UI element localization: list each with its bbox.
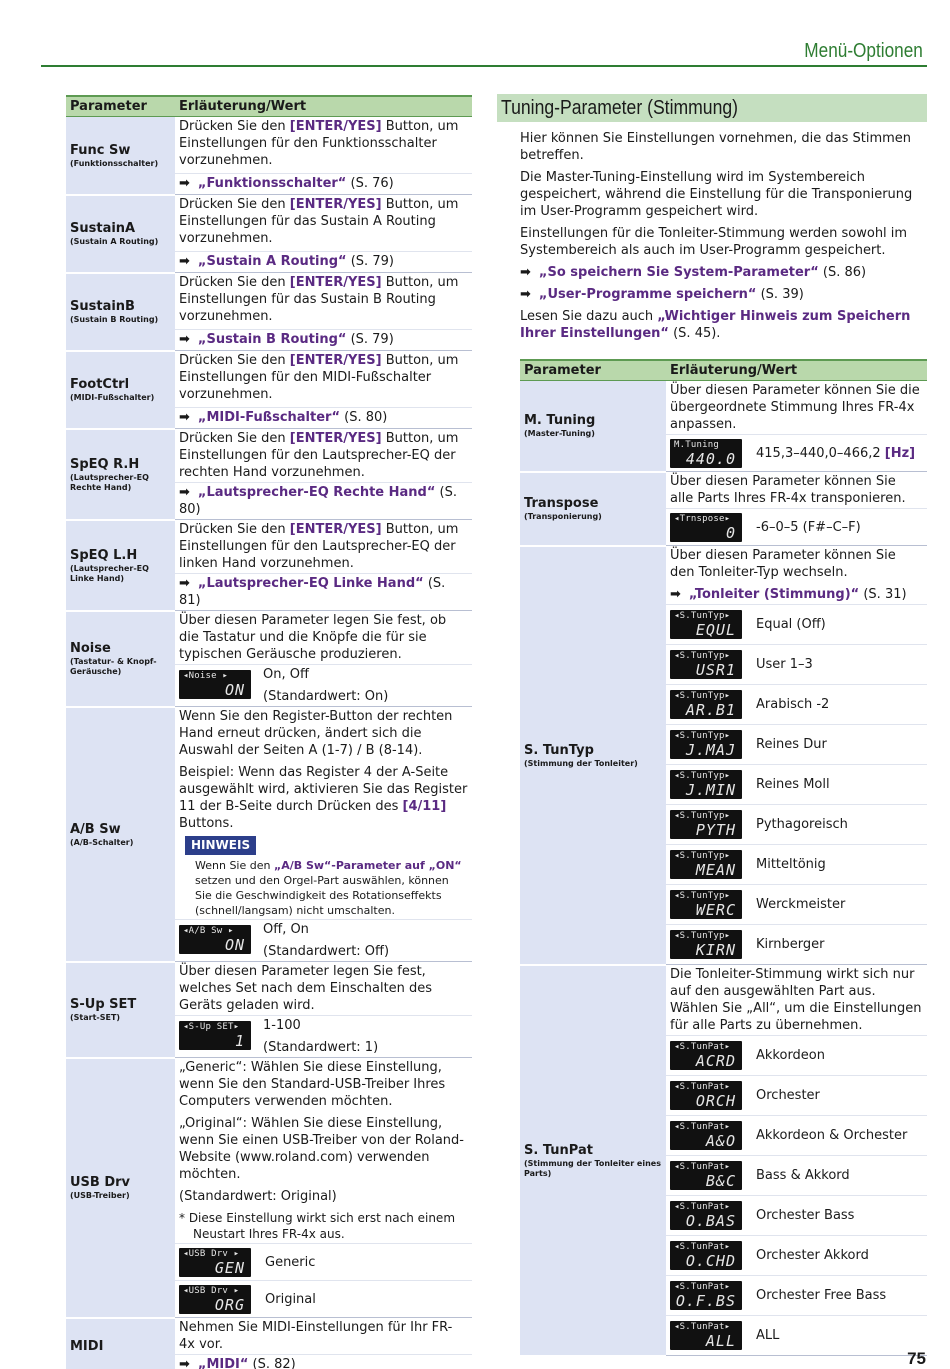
page-ref: (S. 79) (346, 253, 394, 269)
desc-text: Drücken Sie den (179, 522, 290, 537)
footnote: * Diese Einstellung wirkt sich erst nach einem Neustart Ihres FR-4x aus. (179, 1211, 456, 1241)
desc-ref (670, 586, 923, 603)
param-name: S. TunPat (524, 1142, 593, 1158)
intro-ref (520, 264, 930, 281)
param-subtitle: (A/B-Schalter) (70, 837, 134, 847)
option-cell (666, 645, 927, 685)
button-keyword: [ENTER/YES] (289, 431, 382, 446)
param-cell (66, 1058, 175, 1318)
lcd-title: ◂S.TunTyp▸ (674, 651, 731, 661)
lcd-value: USR1 (695, 661, 736, 679)
option-label: Orchester (756, 1088, 820, 1103)
lcd-value: KIRN (695, 941, 736, 959)
page-ref: (S. 82) (248, 1357, 296, 1369)
intro-paragraph: Einstellungen für die Tonleiter-Stimmung werden sowohl im Systembereich als auch im User-Programm gespeichert. (520, 226, 908, 258)
lcd-title: ◂S.TunPat▸ (674, 1122, 731, 1132)
desc-text: Button, um Einstellungen für den Lautsprecher-EQ der linken Hand vorzunehmen. (179, 522, 459, 571)
lcd-value: ACRD (695, 1052, 736, 1070)
desc-text: Drücken Sie den (179, 197, 290, 212)
table-header (520, 360, 927, 381)
arrow-icon: ➡ (179, 331, 190, 347)
ref-cell (175, 251, 472, 272)
option-cell (666, 1196, 927, 1236)
lcd-display (670, 1081, 742, 1110)
lcd-display (670, 930, 742, 959)
param-name: S. TunTyp (524, 742, 594, 758)
lcd-title: ◂S.TunPat▸ (674, 1322, 731, 1332)
lcd-display (670, 810, 742, 839)
lcd-title: ◂S.TunPat▸ (674, 1042, 731, 1052)
option-label: Orchester Bass (756, 1208, 855, 1223)
lcd-title: ◂S.TunTyp▸ (674, 931, 731, 941)
lcd-title: ◂S.TunTyp▸ (674, 731, 731, 741)
lcd-value: 0 (725, 523, 736, 542)
option-cell (666, 1116, 927, 1156)
table-row (66, 520, 472, 574)
page-ref-link[interactable]: „Wichtiger Hinweis zum Speichern Ihrer Einstellungen“ (520, 309, 911, 341)
page-ref-link[interactable]: „User-Programme speichern“ (538, 287, 757, 302)
option-cell (666, 1076, 927, 1116)
table-row (66, 611, 472, 665)
note-keyword: „A/B Sw“-Parameter auf „ON“ (273, 859, 462, 872)
option-label: Akkordeon & Orchester (756, 1128, 908, 1143)
param-name: Noise (70, 641, 111, 656)
option-cell (666, 885, 927, 925)
param-cell (66, 429, 175, 520)
option-cell (666, 765, 927, 805)
col-desc-header: Erläuterung/Wert (666, 360, 927, 381)
ref-cell (175, 574, 472, 611)
page-ref-link[interactable]: „Lautsprecher-EQ Rechte Hand“ (197, 485, 436, 500)
param-cell (520, 965, 666, 1356)
option-label: Orchester Akkord (756, 1248, 869, 1263)
lcd-display (670, 1121, 742, 1150)
desc-text: Drücken Sie den (179, 275, 290, 290)
arrow-icon: ➡ (179, 576, 190, 591)
lcd-value: O.F.BS (675, 1292, 736, 1310)
lcd-display (670, 1041, 742, 1070)
ref-cell (175, 483, 472, 520)
param-subtitle: (Transponierung) (524, 512, 602, 521)
lcd-value: GEN (214, 1258, 245, 1277)
lcd-title: ◂Trnspose▸ (674, 513, 731, 524)
desc-text: Drücken Sie den (179, 119, 290, 134)
button-keyword: [ENTER/YES] (289, 522, 382, 537)
desc-cell (175, 520, 472, 574)
lcd-display (670, 770, 742, 799)
option-cell (666, 1036, 927, 1076)
lcd-display (670, 730, 742, 759)
value-range: On, Off (263, 667, 309, 682)
option-label: Reines Moll (756, 777, 830, 792)
lcd-title: ◂A/B Sw ▸ (183, 926, 234, 936)
lcd-value: O.BAS (685, 1212, 736, 1230)
lcd-display (670, 439, 742, 468)
page-ref-link[interactable]: „MIDI-Fußschalter“ (197, 409, 340, 425)
section-title: Tuning-Parameter (Stimmung) (501, 97, 739, 119)
desc-text: Button, um Einstellungen für den Funktionsschalter vorzunehmen. (179, 119, 459, 168)
lcd-title: ◂S-Up SET▸ (183, 1022, 240, 1032)
tuning-parameter-table (520, 359, 927, 1357)
desc-text: Buttons. (179, 816, 234, 831)
param-subtitle: (Lautsprecher-EQ Rechte Hand) (70, 472, 149, 492)
lcd-title: ◂Noise ▸ (183, 671, 228, 681)
option-label: Reines Dur (756, 737, 827, 752)
desc-text: Button, um Einstellungen für das Sustain B Routing vorzunehmen. (179, 275, 459, 324)
value-cell (666, 509, 927, 546)
param-subtitle: (Master-Tuning) (524, 429, 595, 439)
value-cell (175, 920, 472, 962)
lcd-display (179, 1021, 251, 1050)
param-name: S-Up SET (70, 997, 137, 1012)
option-cell (666, 1156, 927, 1196)
option-cell (666, 1276, 927, 1316)
lcd-value: J.MAJ (685, 741, 736, 759)
table-row (520, 546, 927, 605)
table-row (66, 273, 472, 330)
desc-text: Beispiel: Wenn das Register 4 der A-Seite ausgewählt wird, aktivieren Sie das Register 11 der B-Seite durch Drücken des (179, 765, 468, 814)
param-cell (66, 1318, 175, 1369)
table-row (66, 707, 472, 920)
lcd-title: ◂S.TunPat▸ (674, 1202, 731, 1212)
value-range: -6–0–5 (F#–C–F) (756, 519, 861, 535)
button-keyword: [ENTER/YES] (289, 275, 382, 290)
option-label: Werckmeister (756, 897, 846, 912)
option-label: Akkordeon (756, 1048, 825, 1063)
ref-cell (175, 1355, 472, 1369)
param-name: Func Sw (70, 142, 131, 158)
param-name: USB Drv (70, 1175, 131, 1190)
lcd-value: A&O (705, 1132, 736, 1150)
param-cell (66, 962, 175, 1058)
table-row (66, 1058, 472, 1244)
lcd-value: PYTH (695, 821, 736, 839)
arrow-icon: ➡ (179, 253, 190, 269)
param-name: FootCtrl (70, 377, 130, 392)
desc-cell (175, 273, 472, 330)
option-label: Orchester Free Bass (756, 1288, 887, 1303)
table-row (520, 965, 927, 1036)
default-value: (Standardwert: Original) (179, 1189, 337, 1204)
param-name: SpEQ L.H (70, 547, 138, 563)
button-keyword: [ENTER/YES] (289, 197, 382, 212)
value-text: 415,3–440,0–466,2 (756, 445, 885, 461)
button-keyword: [ENTER/YES] (289, 119, 382, 134)
note-badge: HINWEIS (185, 836, 256, 855)
ref-cell (175, 329, 472, 350)
page-ref: (S. 79) (346, 331, 394, 347)
option-cell (666, 605, 927, 645)
param-subtitle: (Sustain B Routing) (70, 315, 159, 324)
page-ref: (S. 39) (756, 287, 804, 302)
desc-example (179, 764, 468, 832)
page-ref-link[interactable]: „Lautsprecher-EQ Linke Hand“ (197, 576, 424, 591)
lcd-value: EQUL (695, 621, 736, 639)
lcd-value: J.MIN (685, 781, 736, 799)
arrow-icon: ➡ (520, 265, 531, 280)
desc-cell (666, 546, 927, 605)
arrow-icon: ➡ (179, 409, 190, 425)
param-name: M. Tuning (524, 413, 596, 429)
intro-paragraph: Hier können Sie Einstellungen vornehmen, die das Stimmen betreffen. (520, 131, 912, 163)
param-cell (520, 381, 666, 472)
param-cell (66, 273, 175, 351)
desc-text: Drücken Sie den (179, 353, 290, 368)
lcd-title: ◂S.TunPat▸ (674, 1162, 731, 1172)
desc-text: Button, um Einstellungen für das Sustain A Routing vorzunehmen. (179, 197, 459, 246)
desc-cell (175, 707, 472, 920)
option-label: Arabisch -2 (756, 697, 830, 712)
desc-cell: Über diesen Parameter können Sie alle Parts Ihres FR-4x transponieren. (666, 472, 927, 509)
page-ref: (S. 86) (818, 265, 867, 280)
lcd-value: MEAN (695, 861, 736, 879)
desc-cell: Über diesen Parameter können Sie die übergeordnete Stimmung Ihres FR-4x anpassen. (666, 381, 927, 435)
intro-paragraph (520, 308, 930, 342)
param-subtitle: (MIDI-Fußschalter) (70, 393, 155, 402)
intro-part: Lesen Sie dazu auch (520, 309, 658, 324)
option-cell (666, 845, 927, 885)
lcd-title: ◂S.TunPat▸ (674, 1082, 731, 1092)
table-row (66, 351, 472, 408)
lcd-display (670, 1281, 742, 1310)
option-label: Kirnberger (756, 937, 825, 952)
lcd-display (179, 670, 251, 699)
option-label: Mitteltönig (756, 857, 826, 872)
lcd-title: ◂S.TunTyp▸ (674, 891, 731, 901)
lcd-value: ORG (214, 1295, 245, 1314)
value-cell (175, 1016, 472, 1058)
arrow-icon: ➡ (520, 287, 531, 302)
option-cell (666, 725, 927, 765)
lcd-value: ON (224, 681, 245, 699)
table-row (520, 472, 927, 509)
desc-cell: Über diesen Parameter legen Sie fest, welches Set nach dem Einschalten des Geräts geladen wird. (175, 962, 472, 1016)
option-cell (666, 925, 927, 965)
desc-cell (175, 429, 472, 483)
param-cell (66, 195, 175, 273)
param-name: SustainB (70, 299, 135, 314)
default-value: (Standardwert: On) (263, 689, 389, 704)
lcd-display (670, 1321, 742, 1350)
lcd-display (670, 1161, 742, 1190)
left-parameter-table (66, 95, 472, 1369)
lcd-value: ALL (705, 1332, 736, 1350)
param-cell (66, 351, 175, 429)
col-param-header: Parameter (520, 360, 666, 381)
param-name: Transpose (524, 496, 599, 511)
arrow-icon: ➡ (179, 1357, 190, 1369)
table-row (66, 1318, 472, 1355)
section-title-bar (497, 94, 927, 122)
page-ref-link[interactable]: „Sustain A Routing“ (197, 253, 347, 269)
desc-cell (175, 351, 472, 408)
page-number: 75 (907, 1349, 926, 1368)
lcd-display (670, 890, 742, 919)
param-name: SustainA (70, 221, 136, 236)
param-subtitle: (Stimmung der Tonleiter) (524, 758, 638, 768)
param-subtitle: (Lautsprecher-EQ Linke Hand) (70, 563, 149, 583)
lcd-title: ◂S.TunTyp▸ (674, 771, 731, 781)
page-ref-link[interactable]: „So speichern Sie System-Parameter“ (538, 265, 819, 280)
intro-paragraph: Die Master-Tuning-Einstellung wird im Systembereich gespeichert, während die Einstellung für die Transponierung im User-Programm gespeichert wird. (520, 170, 913, 219)
desc-text: „Original“: Wählen Sie diese Einstellung, wenn Sie einen USB-Treiber von der Roland-Website (www.roland.com) verwenden möchten. (179, 1116, 464, 1182)
lcd-title: ◂S.TunPat▸ (674, 1282, 731, 1292)
page-ref-link[interactable]: „MIDI“ (197, 1357, 249, 1369)
param-cell (66, 707, 175, 962)
param-name: SpEQ R.H (70, 456, 140, 472)
param-subtitle: (USB-Treiber) (70, 1191, 130, 1200)
intro-text (520, 130, 930, 347)
page-ref: (S. 80) (179, 485, 457, 517)
value-cell (175, 665, 472, 707)
desc-text: „Generic“: Wählen Sie diese Einstellung, wenn Sie den Standard-USB-Treiber Ihres Computers verwenden möchten. (179, 1060, 446, 1109)
option-label: Bass & Akkord (756, 1168, 850, 1183)
param-name: MIDI (70, 1338, 104, 1354)
option-cell (175, 1281, 472, 1318)
lcd-value: 1 (234, 1032, 245, 1050)
option-cell (666, 1236, 927, 1276)
desc-cell: Nehmen Sie MIDI-Einstellungen für Ihr FR-4x vor. (175, 1318, 472, 1355)
lcd-value: 440.0 (685, 449, 736, 468)
lcd-title: ◂S.TunTyp▸ (674, 691, 731, 701)
param-subtitle: (Start-SET) (70, 1013, 121, 1022)
option-label: Pythagoreisch (756, 817, 848, 832)
col-desc-header: Erläuterung/Wert (175, 96, 472, 117)
param-subtitle: (Funktionsschalter) (70, 158, 159, 168)
option-cell (666, 1316, 927, 1356)
option-label: User 1–3 (756, 657, 813, 672)
value-range: 1-100 (263, 1018, 301, 1033)
lcd-title: ◂S.TunPat▸ (674, 1242, 731, 1252)
table-row (520, 381, 927, 435)
lcd-title: ◂USB Drv ▸ (183, 1285, 240, 1296)
desc-text: Über diesen Parameter können Sie den Tonleiter-Typ wechseln. (670, 548, 896, 580)
arrow-icon: ➡ (670, 587, 681, 602)
button-keyword: [ENTER/YES] (289, 353, 382, 368)
param-subtitle: (Tastatur- & Knopf-Geräusche) (70, 657, 157, 676)
value-range: Off, On (263, 922, 309, 937)
desc-cell (175, 117, 472, 174)
ref-cell (175, 407, 472, 428)
lcd-display (179, 1285, 251, 1314)
lcd-display (670, 650, 742, 679)
desc-cell: Über diesen Parameter legen Sie fest, ob die Tastatur und die Knöpfe die für sie typischen Geräusche produzieren. (175, 611, 472, 665)
lcd-value: WERC (695, 901, 736, 919)
desc-cell (175, 195, 472, 252)
button-keyword: [4/11] (402, 799, 447, 814)
lcd-display (670, 850, 742, 879)
page-ref-link[interactable]: „Funktionsschalter“ (197, 175, 347, 191)
option-cell (666, 685, 927, 725)
intro-part: (S. 45). (668, 326, 721, 341)
option-label: Original (265, 1291, 316, 1307)
desc-text: Button, um Einstellungen für den Lautsprecher-EQ der rechten Hand vorzunehmen. (179, 431, 459, 480)
option-label: ALL (756, 1328, 780, 1343)
page-ref: (S. 80) (340, 409, 388, 425)
param-cell (66, 117, 175, 195)
lcd-display (670, 1241, 742, 1270)
table-row (66, 429, 472, 483)
param-cell (520, 546, 666, 965)
note-text (179, 858, 468, 918)
desc-text: Button, um Einstellungen für den MIDI-Fußschalter vorzunehmen. (179, 353, 459, 402)
option-label: Generic (265, 1254, 316, 1270)
lcd-title: ◂S.TunTyp▸ (674, 611, 731, 621)
lcd-value: ORCH (695, 1092, 736, 1110)
param-name: A/B Sw (70, 821, 121, 837)
param-subtitle: (Sustain A Routing) (70, 237, 159, 246)
table-row (66, 117, 472, 174)
lcd-display (179, 1248, 251, 1277)
lcd-display (670, 513, 742, 542)
page-ref-link[interactable]: „Sustain B Routing“ (197, 331, 347, 347)
desc-text: Wenn Sie den Register-Button der rechten Hand erneut drücken, ändert sich die Auswahl der Seiten A (1-7) / B (8-14). (179, 709, 453, 758)
page-ref-link[interactable]: „Tonleiter (Stimmung)“ (688, 587, 860, 602)
lcd-title: M.Tuning (674, 439, 719, 450)
arrow-icon: ➡ (179, 485, 190, 500)
note-part: setzen und den Orgel-Part auswählen, können Sie die Geschwindigkeit des Rotationseffekts (schnell/langsam) nicht umschalten. (195, 874, 449, 917)
option-cell (666, 805, 927, 845)
page-header-title: Menü-Optionen (804, 40, 923, 62)
lcd-title: ◂USB Drv ▸ (183, 1248, 240, 1259)
lcd-value: AR.B1 (685, 701, 736, 719)
option-cell (175, 1244, 472, 1281)
lcd-title: ◂S.TunTyp▸ (674, 851, 731, 861)
option-label: Equal (Off) (756, 617, 826, 632)
default-value: (Standardwert: Off) (263, 944, 390, 959)
lcd-display (670, 690, 742, 719)
param-subtitle: (Stimmung der Tonleiter eines Parts) (524, 1158, 661, 1178)
lcd-value: ON (224, 936, 245, 954)
lcd-value: O.CHD (685, 1252, 736, 1270)
param-cell (520, 472, 666, 546)
page-ref: (S. 76) (346, 175, 394, 191)
default-value: (Standardwert: 1) (263, 1040, 379, 1055)
lcd-display (179, 925, 251, 954)
col-param-header: Parameter (66, 96, 175, 117)
desc-cell (175, 1058, 472, 1244)
unit-label: [Hz] (884, 445, 916, 461)
page-ref: (S. 31) (859, 587, 907, 602)
param-cell (66, 611, 175, 707)
param-cell (66, 520, 175, 611)
intro-ref (520, 286, 930, 303)
lcd-title: ◂S.TunTyp▸ (674, 811, 731, 821)
table-header (66, 96, 472, 117)
lcd-display (670, 610, 742, 639)
value-range (756, 445, 915, 462)
arrow-icon: ➡ (179, 175, 190, 191)
note-part: Wenn Sie den (195, 859, 274, 872)
table-row (66, 962, 472, 1016)
desc-text: Drücken Sie den (179, 431, 290, 446)
value-cell (666, 435, 927, 472)
lcd-display (670, 1201, 742, 1230)
table-row (66, 195, 472, 252)
desc-cell: Die Tonleiter-Stimmung wirkt sich nur auf den ausgewählten Part aus. Wählen Sie „All“, um die Einstellungen für alle Parts zu übernehmen. (666, 965, 927, 1036)
header-rule (41, 65, 927, 67)
lcd-value: B&C (705, 1172, 736, 1190)
page-ref: (S. 81) (179, 576, 446, 608)
ref-cell (175, 173, 472, 194)
